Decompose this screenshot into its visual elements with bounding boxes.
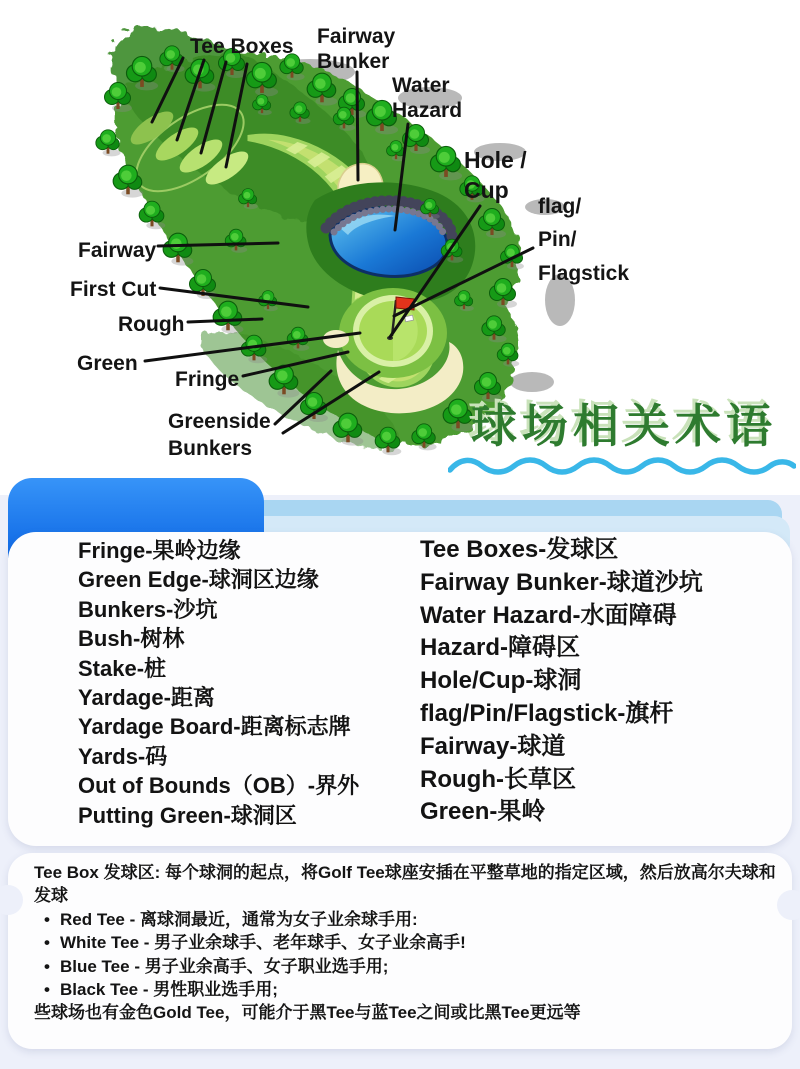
term-item: Yardage-距离 xyxy=(78,685,215,711)
label-greenside: Greenside xyxy=(168,410,271,433)
label-fairway: Fairway xyxy=(78,239,157,262)
bullet-icon: • xyxy=(44,909,50,929)
term-item: Green Edge-球洞区边缘 xyxy=(78,567,319,593)
label-greenside-2: Bunkers xyxy=(168,437,253,460)
term-item: Yards-码 xyxy=(78,743,168,769)
label-water-hazard: Water xyxy=(392,74,450,97)
term-item: flag/Pin/Flagstick-旗杆 xyxy=(420,699,674,727)
label-pin: Pin/ xyxy=(538,228,577,251)
label-rough: Rough xyxy=(118,313,185,336)
tee-box-footer: 些球场也有金色Gold Tee，可能介于黑Tee与蓝Tee之间或比黑Tee更远等 xyxy=(34,1003,581,1023)
terms-column-left xyxy=(78,536,359,830)
term-item: Bush-树林 xyxy=(78,626,185,652)
bullet-icon: • xyxy=(44,933,50,953)
tee-box-text xyxy=(34,861,780,1025)
term-item: Fairway Bunker-球道沙坑 xyxy=(420,568,703,596)
tee-list-item-text: Black Tee - 男性职业选手用; xyxy=(60,980,278,1000)
label-flagstick: Flagstick xyxy=(538,262,630,285)
label-fairway-bunker-2: Bunker xyxy=(317,50,390,73)
label-hole-cup-2: Cup xyxy=(464,177,509,203)
term-item: Green-果岭 xyxy=(420,798,546,826)
label-hole-cup: Hole / xyxy=(464,147,527,173)
label-tee-boxes: Tee Boxes xyxy=(190,35,294,58)
term-item: Fringe-果岭边缘 xyxy=(78,538,241,563)
page-title-text: 球场相关术语 xyxy=(471,400,777,452)
tee-list-item xyxy=(34,955,780,978)
tee-box-intro: Tee Box 发球区: 每个球洞的起点，将Golf Tee球座安插在平整草地的指定区域，然后放高尔夫球和发球 xyxy=(34,863,776,906)
tee-list-item xyxy=(34,908,780,931)
term-item: Hole/Cup-球洞 xyxy=(420,667,582,695)
term-item: Rough-长草区 xyxy=(420,765,576,793)
label-fairway-bunker: Fairway xyxy=(317,25,396,48)
wave-underline xyxy=(448,454,796,478)
tee-list-item xyxy=(34,931,780,954)
term-item: Fairway-球道 xyxy=(420,732,566,760)
term-item: Hazard-障碍区 xyxy=(420,634,581,662)
term-item: Bunkers-沙坑 xyxy=(78,596,218,622)
term-item: Stake-桩 xyxy=(78,655,167,681)
label-water-hazard-2: Hazard xyxy=(392,99,463,122)
term-item: Yardage Board-距离标志牌 xyxy=(78,714,351,740)
bullet-icon: • xyxy=(44,980,50,1000)
label-first-cut: First Cut xyxy=(70,278,157,301)
label-flag: flag/ xyxy=(538,195,582,218)
term-item: Putting Green-球洞区 xyxy=(78,802,297,828)
page-title xyxy=(448,390,800,478)
label-fringe: Fringe xyxy=(175,368,240,391)
tee-list-item-text: White Tee - 男子业余球手、老年球手、女子业余高手! xyxy=(60,933,466,953)
terms-column-right xyxy=(420,534,703,829)
label-green: Green xyxy=(77,352,138,375)
bullet-icon: • xyxy=(44,956,50,976)
tee-list-item-text: Blue Tee - 男子业余高手、女子职业选手用; xyxy=(60,956,389,976)
term-item: Tee Boxes-发球区 xyxy=(420,536,619,563)
tee-list xyxy=(34,908,780,1002)
term-item: Out of Bounds（OB）-界外 xyxy=(78,773,360,799)
tee-list-item-text: Red Tee - 离球洞最近，通常为女子业余球手用: xyxy=(60,909,418,929)
term-item: Water Hazard-水面障碍 xyxy=(420,601,677,629)
tee-list-item xyxy=(34,978,780,1001)
card-notch-right xyxy=(777,890,800,920)
